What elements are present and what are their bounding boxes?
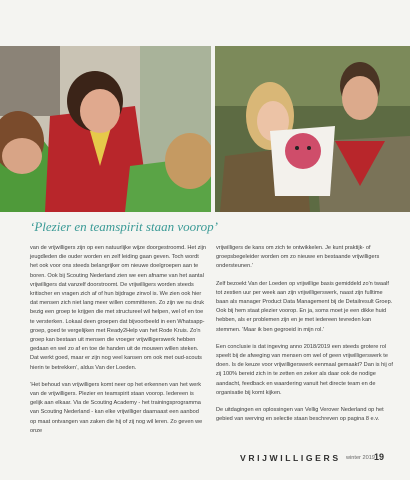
paragraph: ‘Het behoud van vrijwilligers komt neer op het erkennen van het werk van de vrijwilligers. Plezier en teamspirit staan voorop. Iedereen is gelijk aan elkaar. Via de Scouting Academy - het trainingsprogramma van Scouting Nederland - kan elke vrijwilliger daarnaast een aanbod op maat ontvangen van zaken die hij of zij nog wil leren. Zo geven we onze <box>30 381 203 434</box>
paragraph: Zelf bezoekt Van der Loeden op vrijwillige basis gemiddeld zo'n twaalf tot zestien uur per week aan zijn vrijwilligerswerk, naast zijn fulltime baan als manager Product Data Management bij de Detailresult Groep. Ook bij hem staat plezier voorop. En ja, soms moet je een dikke huid hebben, als er problemen zijn en je met iedereen tevreden kan stemmen. ‘Maar ik ben gegroeid in mijn rol.’ <box>216 280 393 333</box>
paragraph: vrijwilligers de kans om zich te ontwikkelen. Je kunt praktijk- of groepsbegeleider worden om zo nieuwe en bestaande vrijwilligers ondersteunen.’ <box>216 245 380 270</box>
page-footer <box>240 452 400 466</box>
issue-label: winter 2019 <box>346 455 375 461</box>
article-headline: ‘Plezier en teamspirit staan voorop’ <box>30 219 218 234</box>
paragraph: Een conclusie is dat ingeving anno 2018/2019 een steeds grotere rol speelt bij de afweging van mensen om wel of geen vrijwilligerswerk te doen. Is de keuze voor vrijwilligerswerk eenmaal gemaakt? Dan is hij of zij 100% bereid zich in te zetten en zeker als daar ook de nodige aandacht, feedback en waardering vanuit het directe team en de organisatie bij komt kijken. <box>216 343 393 396</box>
photo-scouts-group <box>0 46 211 212</box>
photo-scouts-smiling <box>215 46 410 212</box>
article-column-right <box>216 244 396 432</box>
photo-scouts-illustration <box>0 46 211 212</box>
paragraph: van de vrijwilligers zijn op een natuurlijke wijze doorgestroomd. Het zijn jeugdleden die ouder worden en zelf leiding gaan geven. Toch wordt het ook voor ons steeds belangrijker om nieuwe doelgroepen aan te boren. Ook bij Scouting Nederland zien we een afname van het aantal vrijwilligers dat vanzelf doorstroomt. De vrijwilligers worden steeds kritischer en vragen zich af of hun bijdrage zinvol is. We zien ook hier dat mensen zich niet lang meer willen committeren. Zo zijn we nu druk bezig een groep te krijgen die met structureel wil helpen, wel of en toe te versterken. Lokaal deen groepen dat bijvoorbeeld in een Whatsapp-groep, goed te vergelijken met Ready2Help van het Rode Kruis. Zo'n groep kan bestaan uit mensen die vroeger vrijwilligerswerk hebben gedaan en wel zo af en toe de handen uit de mouwen willen steken. Dat werkt goed, maar er zijn nog veel kansen om ook met oud-scouts hierin te betrekken’, aldus Van der Loeden. <box>30 245 206 371</box>
article-column-left <box>30 244 206 444</box>
paragraph: De uitdagingen en oplossingen van Vellig Verover Nederland op het gebied van werving en selectie staan beschreven op pagina 8 e.v. <box>216 407 384 423</box>
page-number: 19 <box>374 452 385 462</box>
magazine-brand: VRIJWILLIGERS <box>240 453 341 463</box>
photo-scouts-doll-illustration <box>215 46 410 212</box>
